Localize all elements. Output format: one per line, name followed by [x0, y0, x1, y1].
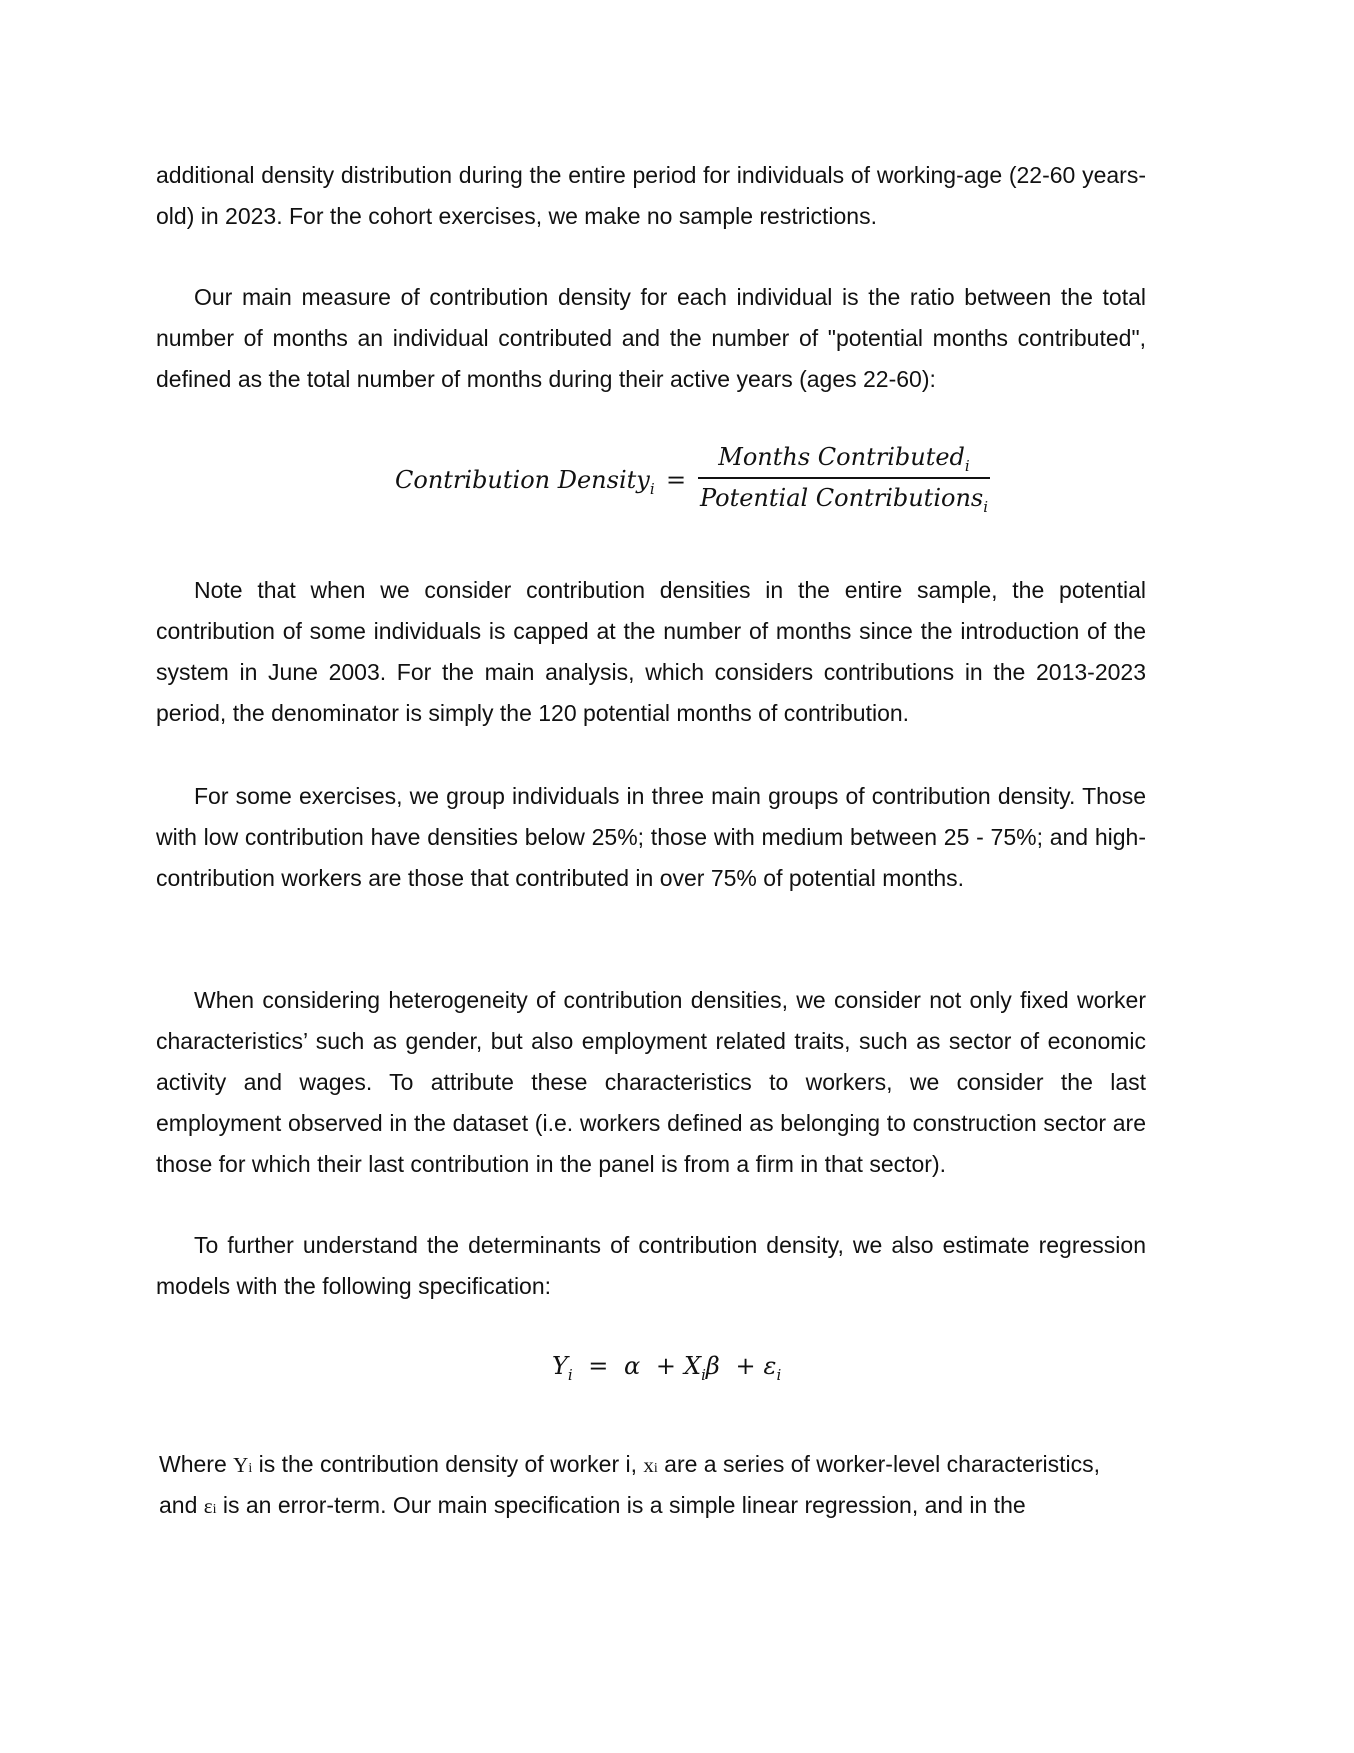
equation-denominator-subscript: i: [983, 498, 989, 516]
eq2-epsilon-subscript: i: [776, 1366, 782, 1384]
eq2-alpha: α: [624, 1352, 641, 1380]
paragraph-sample-restrictions: additional density distribution during the entire period for individuals of working-age (22-60 years-old) in 2023. For the cohort exercises, we make no sample restrictions.: [156, 162, 1146, 229]
equation-fraction: [698, 438, 990, 517]
eq2-beta: β: [705, 1352, 720, 1380]
equation-lhs-text: Contribution Density: [395, 466, 650, 494]
paragraph-heterogeneity: When considering heterogeneity of contribution densities, we consider not only fixed worker characteristics’ such as gender, but also employment related traits, such as sector of economic activity and wages. To attribute these characteristics to workers, we consider the last employment observed in the dataset (i.e. workers defined as belonging to construction sector are those for which their last contribution in the panel is from a firm in that sector).: [156, 987, 1146, 1177]
inline-y-subscript: i: [248, 1461, 253, 1476]
paragraph-density-groups: For some exercises, we group individuals in three main groups of contribution density. Those with low contribution have densities below 25%; those with medium between 25 - 75%; and high-contribution workers are those that contributed in over 75% of potential months.: [156, 783, 1146, 891]
final-text-and: and: [159, 1492, 204, 1518]
equation-numerator-text: Months Contributed: [718, 443, 965, 471]
inline-x-symbol: x: [643, 1453, 654, 1477]
paragraph-potential-contribution-cap: Note that when we consider contribution densities in the entire sample, the potential contribution of some individuals is capped at the number of months since the introduction of the system in June 2003. For the main analysis, which considers contributions in the 2013-2023 period, the denominator is simply the 120 potential months of contribution.: [156, 577, 1146, 726]
eq2-y: Y: [552, 1352, 568, 1380]
inline-epsilon-subscript: i: [212, 1502, 217, 1517]
equation-regression: [552, 1352, 782, 1384]
inline-y-symbol: Y: [233, 1453, 249, 1477]
equation-lhs: [395, 466, 655, 498]
inline-x-subscript: i: [653, 1461, 658, 1476]
eq2-y-subscript: i: [567, 1366, 573, 1384]
eq2-epsilon: ε: [763, 1352, 777, 1380]
equation-numerator: [698, 438, 990, 476]
final-text-where: Where: [159, 1451, 234, 1477]
final-text-characteristics: are a series of worker-level characteristics,: [657, 1451, 1101, 1477]
equation-denominator-text: Potential Contributions: [699, 484, 984, 512]
eq2-equals: =: [588, 1352, 609, 1380]
eq2-plus: +: [655, 1352, 677, 1380]
equation-lhs-subscript: i: [649, 480, 655, 498]
eq2-x-subscript: i: [701, 1366, 706, 1384]
equation-contribution-density: [0, 438, 1354, 518]
equation-denominator: [698, 479, 990, 517]
eq2-plus-second: +: [735, 1352, 756, 1380]
final-text-error-term: is an error-term. Our main specification is a simple linear regression, and in the: [216, 1492, 1026, 1518]
final-text-density-def: is the contribution density of worker i,: [252, 1451, 644, 1477]
inline-epsilon-symbol: ε: [203, 1494, 213, 1518]
paragraph-main-measure: Our main measure of contribution density for each individual is the ratio between the total number of months an individual contributed and the number of "potential months contributed", defined as the total number of months during their active years (ages 22-60):: [156, 284, 1146, 392]
equation-equals-sign: =: [666, 466, 687, 494]
eq2-x: X: [684, 1352, 702, 1380]
paragraph-where-definitions: [159, 1446, 1159, 1528]
equation-numerator-subscript: i: [964, 457, 970, 475]
paragraph-regression-intro: To further understand the determinants of contribution density, we also estimate regression models with the following specification:: [156, 1232, 1146, 1299]
